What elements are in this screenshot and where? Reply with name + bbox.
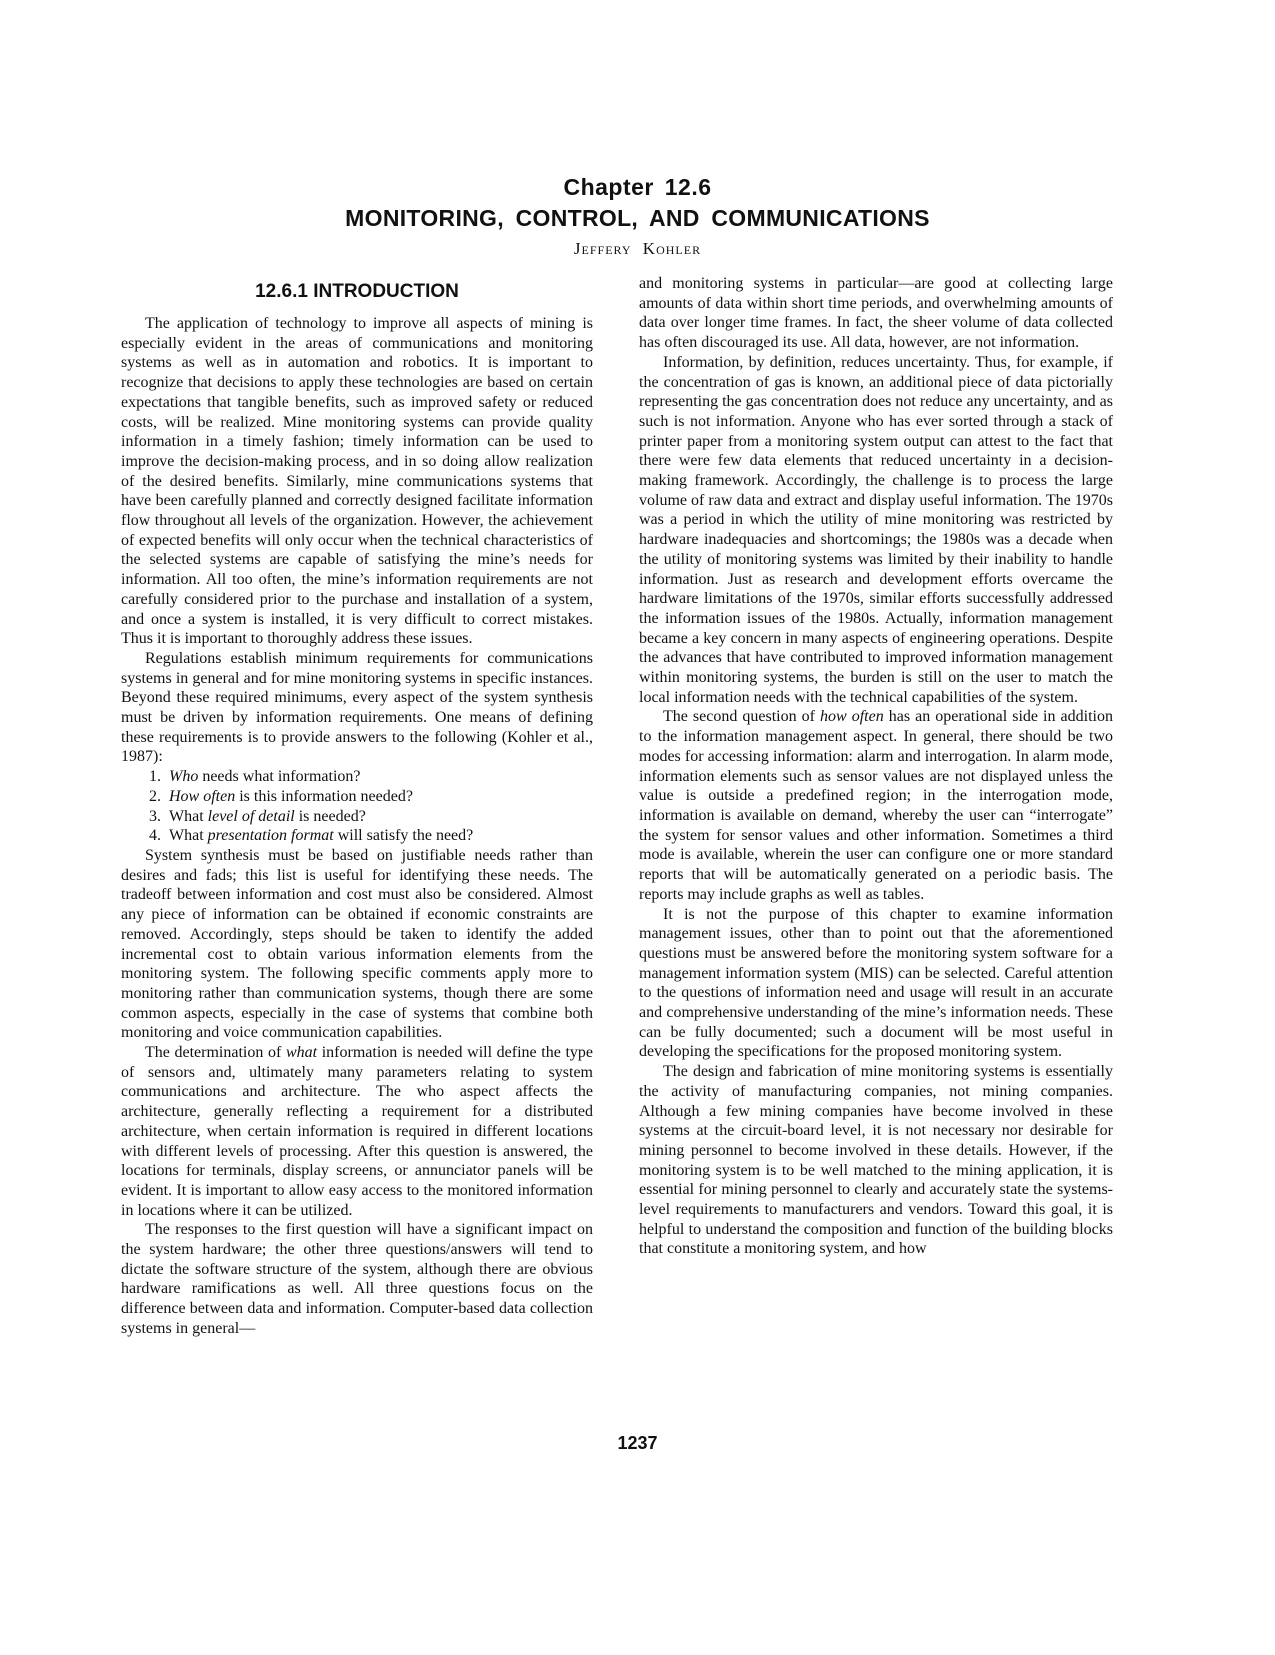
author-name: Jeffery Kohler xyxy=(573,239,702,258)
chapter-number: Chapter 12.6 xyxy=(563,174,712,200)
paragraph: The second question of how often has an operational side in addition to the information management aspect. In general, there should be two modes for accessing information: alarm and interrogation. In alarm mode, information elements such as sensor values are not displayed unless the value is outside a predefined region; in the interrogation mode, information is available on demand, whereby the user can “interrogate” the system for sensor values and other information. Sometimes a third mode is available, wherein the user can configure one or more standard reports that will be automatically generated on a periodic basis. The reports may include graphs as well as tables. xyxy=(639,708,1113,903)
section-heading: 12.6.1 INTRODUCTION xyxy=(255,281,459,302)
chapter-title: MONITORING, CONTROL, AND COMMUNICATIONS xyxy=(345,205,930,231)
paragraph: It is not the purpose of this chapter to examine information management issues, other than to point out that the aforementioned questions must be answered before the monitoring system software for a management information system (MIS) can be selected. Careful attention to the questions of information need and usage will result in an accurate and comprehensive understanding of the mine’s information needs. These can be fully documented; such a document will be most useful in developing the specifications for the proposed monitoring system. xyxy=(639,905,1113,1061)
paragraph: Information, by definition, reduces uncertainty. Thus, for example, if the concentration of gas is known, an additional piece of data pictorially representing the gas concentration does not reduce any uncertainty, and as such is not information. Anyone who has ever sorted through a stack of printer paper from a monitoring system output can attest to the fact that there were few data elements that reduced uncertainty in a decision-making framework. Accordingly, the challenge is to process the large volume of raw data and extract and display useful information. The 1970s was a period in which the utility of mine monitoring was restricted by hardware inadequacies and shortcomings; the 1980s was a decade when the utility of monitoring systems was limited by their inability to handle information. Just as research and development efforts overcame the hardware limitations of the 1970s, similar efforts successfully addressed the information issues of the 1980s. Actually, information management became a key concern in many aspects of engineering operations. Despite the advances that have contributed to improved information management within monitoring systems, the burden is still on the user to match the local information needs with the technical capabilities of the system. xyxy=(639,353,1113,706)
list-item: 4. What presentation format will satisfy the need? xyxy=(149,827,474,845)
paragraph: Regulations establish minimum requirements for communications systems in general and for mine monitoring systems in specific instances. Beyond these required minimums, every aspect of the system synthesis must be driven by information requirements. One means of defining these requirements is to provide answers to the following (Kohler et al., 1987): xyxy=(121,649,593,766)
list-item: 1. Who needs what information? xyxy=(149,768,361,786)
list-item: 3. What level of detail is needed? xyxy=(149,807,366,825)
paragraph: The responses to the first question will have a significant impact on the system hardware; the other three questions/answers will tend to dictate the software structure of the system, although there are obvious hardware ramifications as well. All three questions focus on the difference between data and information. Computer-based data collection systems in general— xyxy=(121,1221,593,1337)
paragraph: The application of technology to improve all aspects of mining is especially evident in the areas of communications and monitoring systems as well as in automation and robotics. It is important to recognize that decisions to apply these technologies are based on certain expectations that tangible benefits, such as improved safety or reduced costs, will be realized. Mine monitoring systems can provide quality information in a timely fashion; timely information can be used to improve the decision-making process, and in so doing allow realization of the desired benefits. Similarly, mine communications systems that have been carefully planned and correctly designed facilitate information flow throughout all levels of the organization. However, the achievement of expected benefits will only occur when the technical characteristics of the selected systems are capable of satisfying the mine’s needs for information. All too often, the mine’s information requirements are not carefully considered prior to the purchase and installation of a system, and once a system is installed, it is very difficult to correct mistakes. Thus it is important to thoroughly address these issues. xyxy=(121,315,593,648)
question-list xyxy=(121,767,593,846)
paragraph: System synthesis must be based on justifiable needs rather than desires and fads; this list is useful for identifying these needs. The tradeoff between information and cost must also be considered. Almost any piece of information can be obtained if economic constraints are removed. Accordingly, steps should be taken to identify the added incremental cost to obtain various information elements from the monitoring system. The following specific comments apply more to monitoring rather than communication systems, though there are some common aspects, especially in the case of systems that combine both monitoring and voice communication capabilities. xyxy=(121,846,593,1042)
left-column xyxy=(121,280,593,1339)
paragraph: and monitoring systems in particular—are good at collecting large amounts of data within short time periods, and overwhelming amounts of data over longer time frames. In fact, the sheer volume of data collected has often discouraged its use. All data, however, are not information. xyxy=(639,275,1113,352)
page-number: 1237 xyxy=(617,1433,658,1453)
list-item: 2. How often is this information needed? xyxy=(149,787,413,805)
paragraph: The design and fabrication of mine monitoring systems is essentially the activity of manufacturing companies, not mining companies. Although a few mining companies have become involved in these systems at the circuit-board level, it is not necessary nor desirable for mining personnel to become involved in these details. However, if the monitoring system is to be well matched to the mining application, it is essential for mining personnel to clearly and accurately state the systems-level requirements to manufacturers and vendors. Toward this goal, it is helpful to understand the composition and function of the building blocks that constitute a monitoring system, and how xyxy=(639,1063,1113,1258)
paragraph: The determination of what information is needed will define the type of sensors and, ultimately many parameters relating to system communications and architecture. The who aspect affects the architecture, generally reflecting a requirement for a distributed architecture, when certain information is required in different locations with different levels of processing. After this question is answered, the locations for terminals, display screens, or annunciator panels will be evident. It is important to allow easy access to the monitored information in locations where it can be utilized. xyxy=(121,1044,593,1219)
right-column xyxy=(639,274,1113,1259)
